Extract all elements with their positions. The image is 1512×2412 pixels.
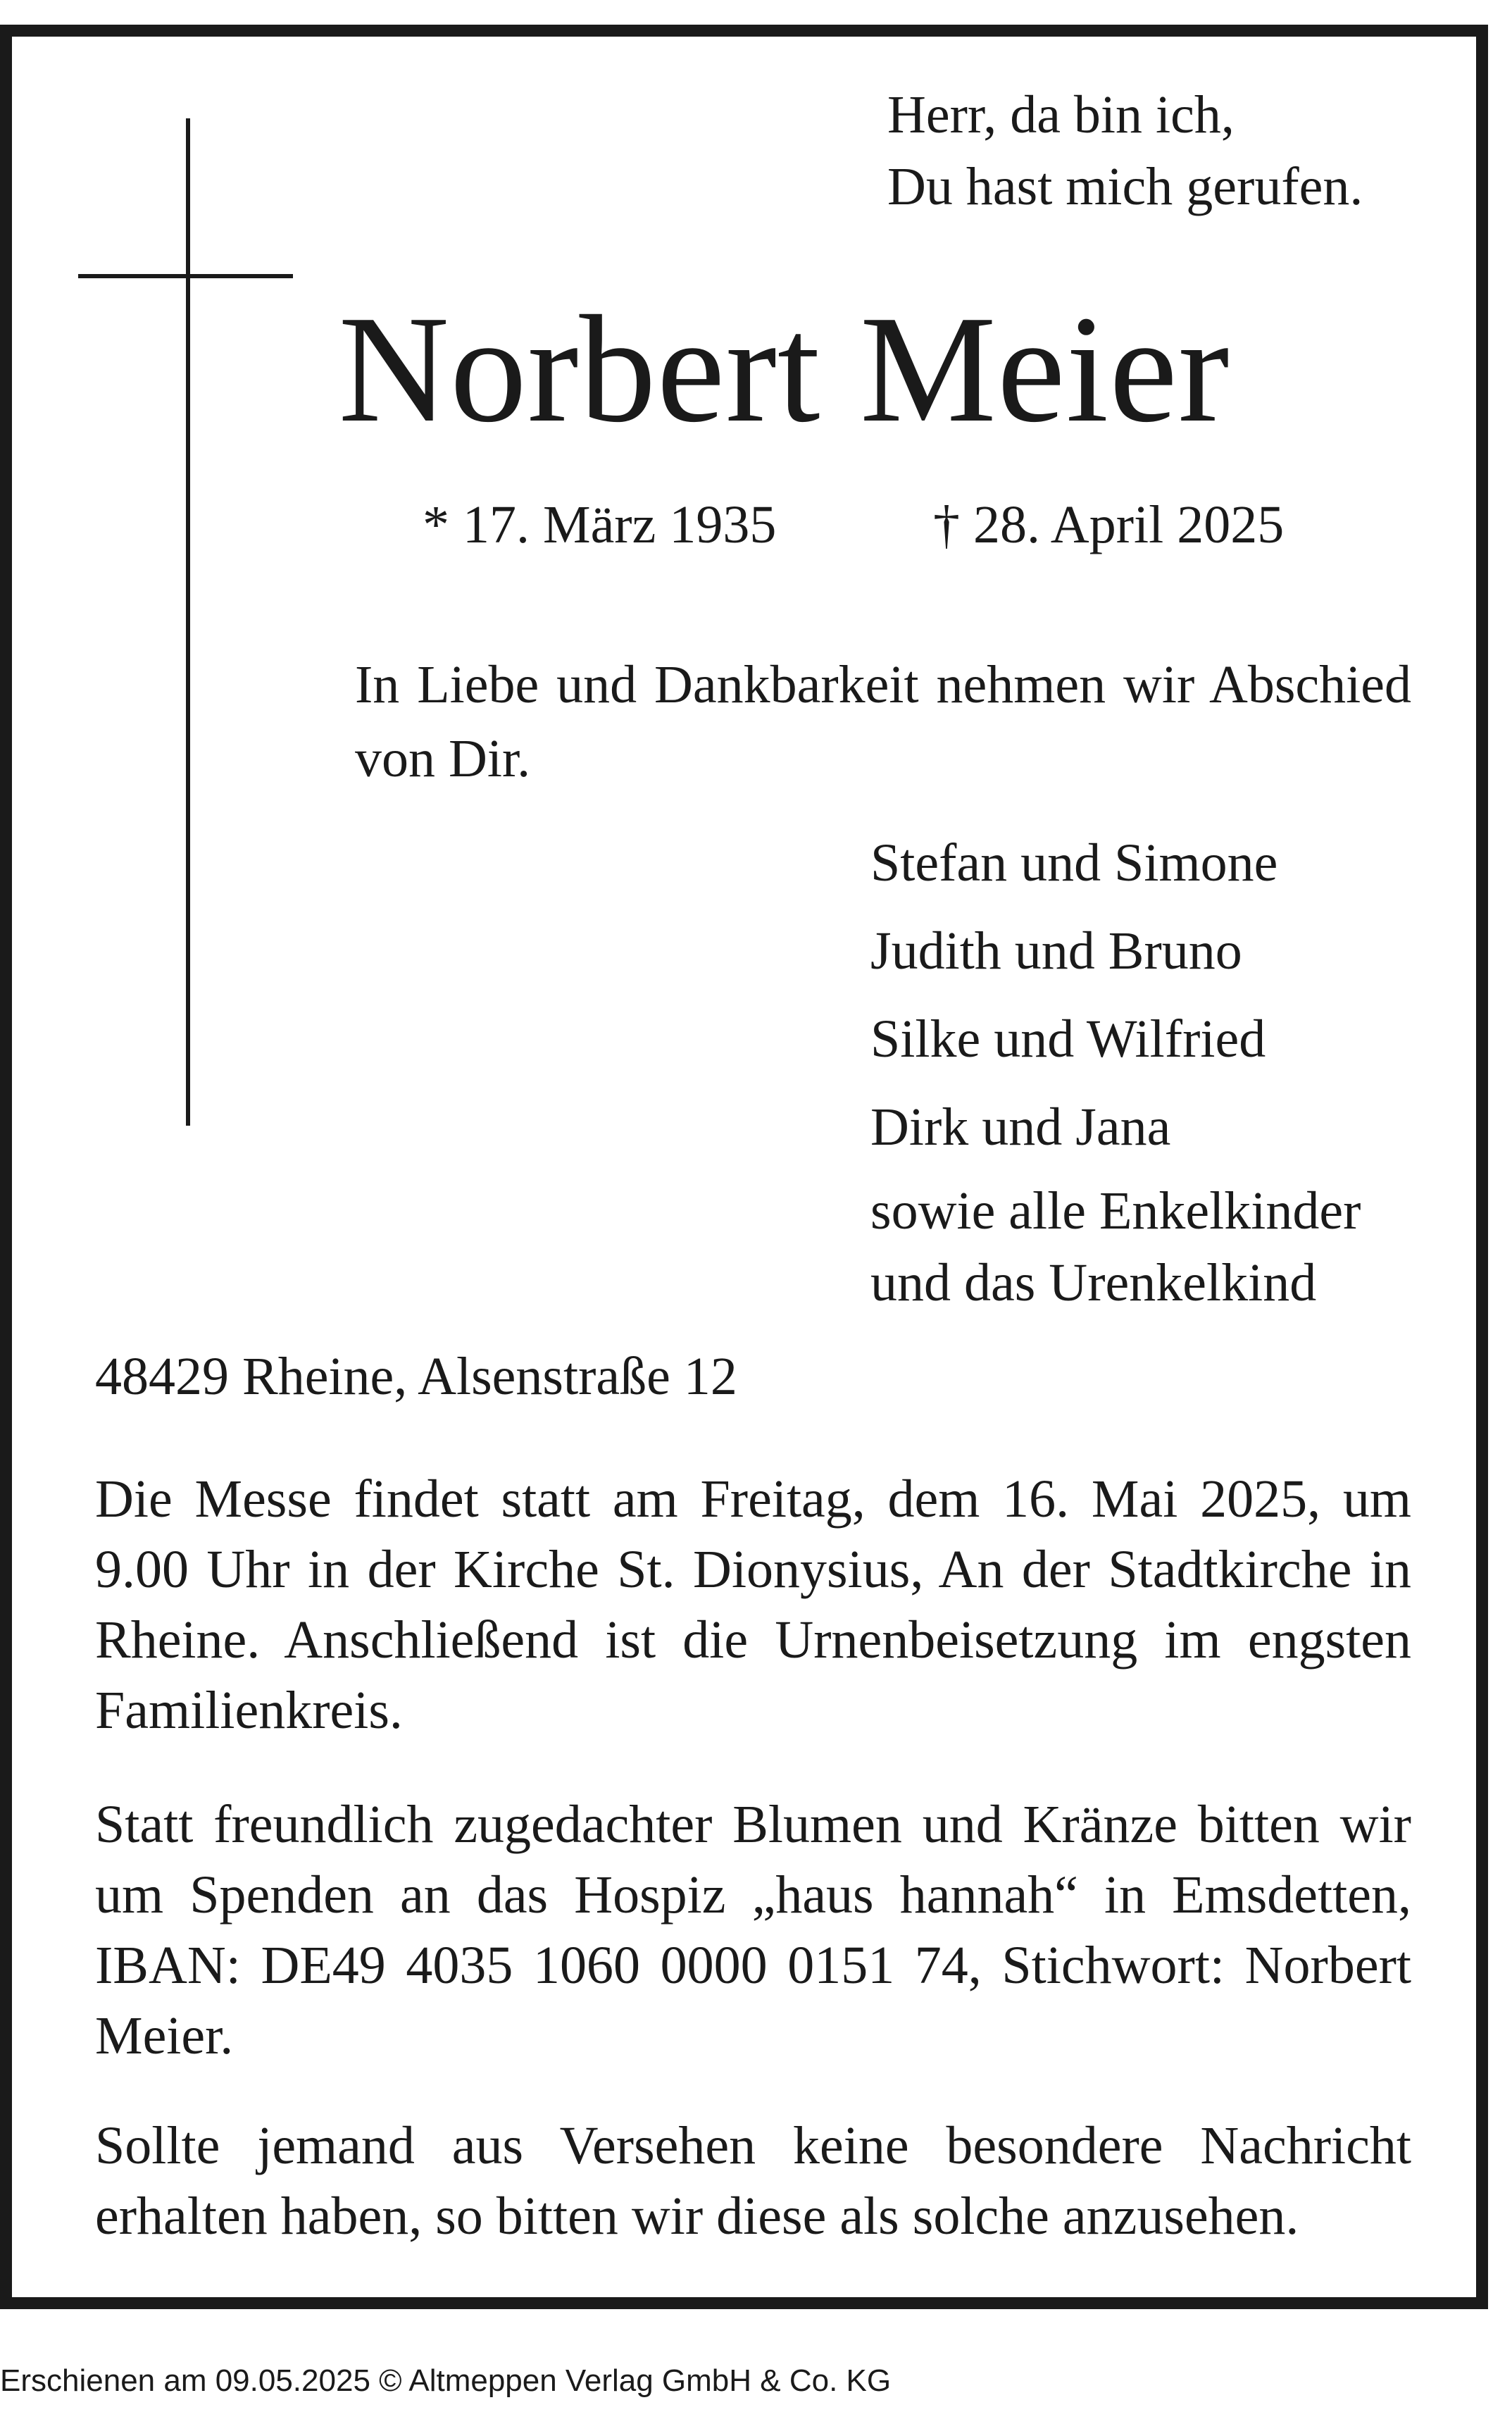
deceased-name: Norbert Meier <box>338 285 1230 454</box>
motto-line: Du hast mich gerufen. <box>887 157 1363 216</box>
family-grandchildren <box>870 1175 1361 1319</box>
family-member: Silke und Wilfried <box>870 1009 1266 1069</box>
cross-icon-horizontal-beam <box>78 274 293 278</box>
family-line: sowie alle Enkelkinder <box>870 1181 1361 1241</box>
notice-disclaimer-paragraph: Sollte jemand aus Versehen keine besondere Nachricht erhalten haben, so bitten wir diese als solche anzusehen. <box>95 2116 1411 2246</box>
birth-date: * 17. März 1935 <box>423 495 777 554</box>
donation-info-paragraph: Statt freundlich zugedachter Blumen und Kränze bitten wir um Spenden an das Hospiz „haus hannah“ in Emsdetten, IBAN: DE49 4035 1060 0000 0151 74, Stichwort: Norbert Meier. <box>95 1795 1411 2065</box>
thanks-text: In Liebe und Dankbarkeit nehmen wir Abschied von Dir. <box>355 655 1411 788</box>
mourning-address: 48429 Rheine, Alsenstraße 12 <box>95 1347 737 1406</box>
motto-line: Herr, da bin ich, <box>887 85 1235 144</box>
family-member: Dirk und Jana <box>870 1098 1171 1157</box>
bible-motto <box>887 79 1363 223</box>
cross-icon-vertical-beam <box>186 118 190 1126</box>
family-member: Stefan und Simone <box>870 833 1278 893</box>
mass-info-paragraph: Die Messe findet statt am Freitag, dem 16. Mai 2025, um 9.00 Uhr in der Kirche St. Dionysius, An der Stadtkirche in Rheine. Anschließend ist die Urnenbeisetzung im engsten Familienkreis. <box>95 1469 1411 1740</box>
death-date: † 28. April 2025 <box>933 495 1285 554</box>
family-line: und das Urenkelkind <box>870 1253 1317 1312</box>
family-list <box>870 819 1277 1171</box>
publication-credit: Erschienen am 09.05.2025 © Altmeppen Verlag GmbH & Co. KG <box>0 2363 892 2398</box>
family-member: Judith und Bruno <box>870 921 1242 981</box>
